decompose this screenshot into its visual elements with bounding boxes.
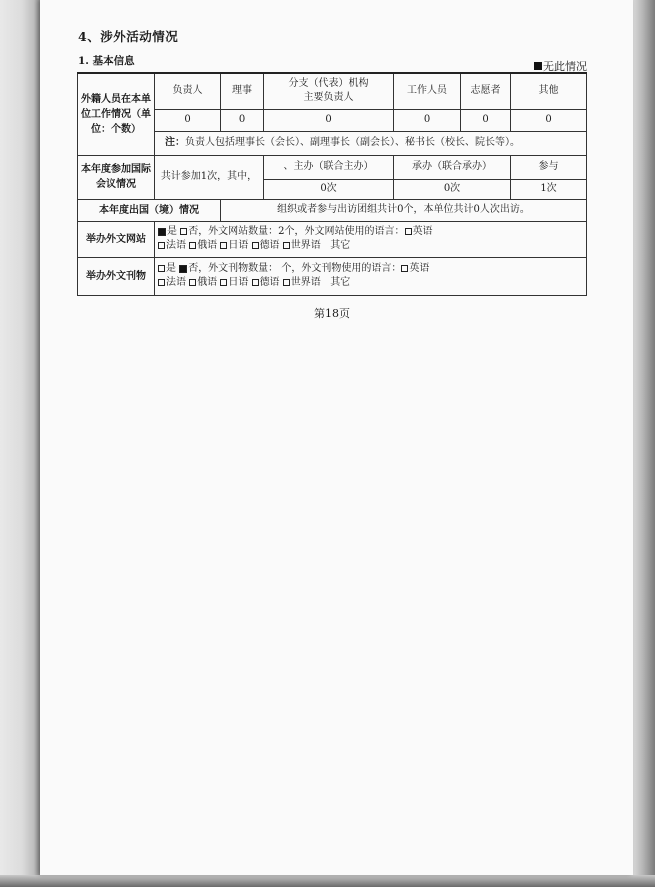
journal-yes-checkbox[interactable] [158,265,165,272]
outbound-label: 本年度出国（境）情况 [78,199,221,221]
website-lang-checkbox[interactable] [283,242,290,249]
journal-no-checkbox[interactable] [179,265,187,273]
staff-note [155,131,587,155]
conference-total: 共计参加1次，其中， [155,155,264,199]
website-lang-label: 世界语 [290,240,321,251]
conference-value-cell: 0次 [264,179,394,199]
outbound-text: 组织或者参与出访团组共计0个，本单位共计0人次出访。 [221,199,587,221]
journal-lang-label: 法语 [166,277,186,288]
scanner-right-edge [633,0,655,887]
staff-value-cell: 0 [221,109,264,131]
staff-header-cell: 负责人 [155,73,221,109]
staff-value-cell: 0 [511,109,587,131]
journal-lang-label: 英语 [409,263,430,274]
website-yes-checkbox[interactable] [158,228,166,236]
journal-lang-checkbox[interactable] [401,265,408,272]
website-lang-checkbox[interactable] [189,242,196,249]
outbound-row [78,199,587,221]
journal-yes-label: 是 [166,263,176,274]
website-no-checkbox[interactable] [180,228,187,235]
website-lang-label: 德语 [259,240,280,251]
page-number: 第18页 [314,307,350,320]
staff-header-cell: 理事 [221,73,264,109]
website-lang-label: 法语 [166,240,186,251]
no-info-label: 无此情况 [543,60,587,73]
section-title: 4、涉外活动情况 [78,29,179,44]
staff-note-row [78,131,587,155]
website-options [155,221,587,257]
journal-lang-checkbox[interactable] [220,279,227,286]
facing-page-edge [0,0,40,887]
website-lang-label: 英语 [412,226,433,237]
scanner-bottom-edge [0,875,655,887]
journal-options [155,257,587,295]
journal-label: 举办外文刊物 [78,257,155,295]
journal-row [78,257,587,295]
website-lang-checkbox[interactable] [158,242,165,249]
staff-value-cell: 0 [394,109,461,131]
journal-lang-checkbox[interactable] [252,279,259,286]
conference-value-cell: 0次 [394,179,511,199]
note-text: 负责人包括理事长（会长）、副理事长（副会长）、秘书长（校长、院长等）。 [185,137,520,148]
checked-box-icon [534,62,542,70]
website-count-text: ，外文网站数量：2个，外文网站使用的语言： [198,226,405,237]
staff-value-cell: 0 [461,109,511,131]
journal-lang-label: 日语 [228,277,249,288]
website-lang-checkbox[interactable] [252,242,259,249]
staff-header-cell: 其他 [511,73,587,109]
journal-lang-checkbox[interactable] [283,279,290,286]
conference-header-cell: 、主办（联合主办） [264,155,394,179]
staff-header-cell: 分支（代表）机构 主要负责人 [264,73,394,109]
staff-header-row [78,73,587,109]
conference-header-row [78,155,587,179]
staff-value-cell: 0 [155,109,221,131]
website-lang-label: 俄语 [197,240,218,251]
conference-label: 本年度参加国际会议情况 [78,155,155,199]
basic-info-table [77,72,587,296]
staff-label: 外籍人员在本单位工作情况（单位：个数） [78,73,155,155]
journal-other-label: 其它 [330,277,351,288]
journal-lang-checkbox[interactable] [189,279,196,286]
staff-value-cell: 0 [264,109,394,131]
conference-header-cell: 参与 [511,155,587,179]
website-yes-label: 是 [167,226,177,237]
website-label: 举办外文网站 [78,221,155,257]
journal-count-text: ，外文刊物数量： 个，外文刊物使用的语言： [198,263,402,274]
conference-value-cell: 1次 [511,179,587,199]
staff-header-cell: 工作人员 [394,73,461,109]
website-no-label: 否 [188,226,199,237]
journal-lang-label: 世界语 [290,277,321,288]
note-label: 注： [165,137,185,148]
website-lang-checkbox[interactable] [405,228,412,235]
journal-no-label: 否 [188,263,199,274]
website-row [78,221,587,257]
website-lang-label: 日语 [228,240,249,251]
conference-header-cell: 承办（联合承办） [394,155,511,179]
staff-value-row [78,109,587,131]
website-other-label: 其它 [330,240,351,251]
journal-lang-label: 俄语 [197,277,218,288]
sub-title: 1. 基本信息 [78,55,135,67]
website-lang-checkbox[interactable] [220,242,227,249]
journal-lang-label: 德语 [259,277,280,288]
staff-header-cell: 志愿者 [461,73,511,109]
journal-lang-checkbox[interactable] [158,279,165,286]
